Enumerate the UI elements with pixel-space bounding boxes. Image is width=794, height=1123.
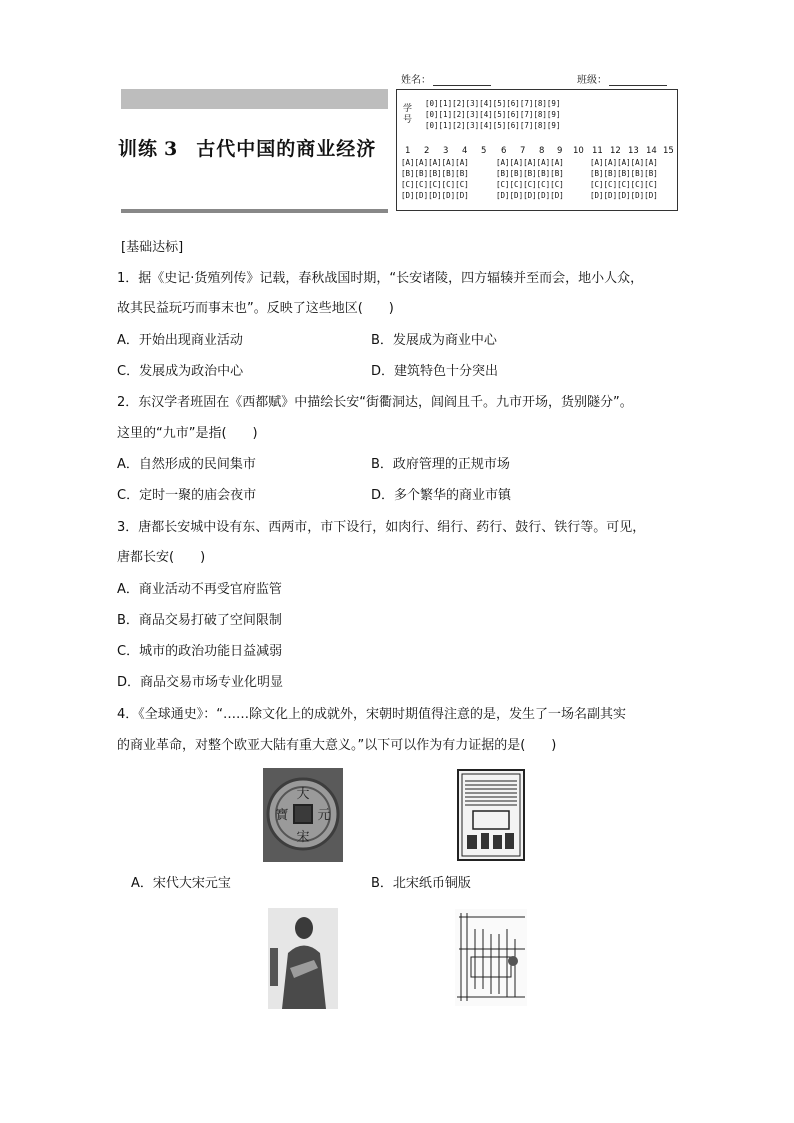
qnum: 11 (592, 146, 603, 156)
qnum: 9 (557, 146, 563, 156)
q4-option-a[interactable]: A．宋代大宋元宝 (131, 876, 231, 891)
question-2-line-1: 2．东汉学者班固在《西都赋》中描绘长安“街衢洞达，闾阎且千。九市开场，货别隧分”。 (117, 395, 633, 410)
q3-option-b[interactable]: B．商品交易打破了空间限制 (117, 613, 282, 628)
question-3-line-1: 3．唐都长安城中设有东、西两市，市下设行，如肉行、绢行、药行、鼓行、铁行等。可见， (117, 520, 646, 535)
answer-row-a-g2[interactable]: [A][A][A][A][A] (496, 158, 564, 167)
class-field[interactable] (577, 71, 667, 86)
coin-char-left: 寶 (275, 808, 289, 823)
q3-option-c[interactable]: C．城市的政治功能日益减弱 (117, 644, 283, 659)
figure-portrait-image (268, 908, 338, 1009)
answer-row-d-g3[interactable]: [D][D][D][D][D] (590, 191, 658, 200)
qnum: 13 (628, 146, 639, 156)
title-text: 古代中国的商业经济 (196, 138, 377, 160)
q2-option-a[interactable]: A．自然形成的民间集市 (117, 457, 256, 472)
loom-engraving-image (455, 909, 527, 1006)
qnum: 7 (520, 146, 526, 156)
student-id-row-2[interactable]: [0][1][2][3][4][5][6][7][8][9] (425, 110, 561, 119)
q4-option-b[interactable]: B．北宋纸币铜版 (371, 876, 471, 891)
student-id-row-3[interactable]: [0][1][2][3][4][5][6][7][8][9] (425, 121, 561, 130)
answer-row-d-g1[interactable]: [D][D][D][D][D] (401, 191, 469, 200)
student-id-label (403, 104, 413, 126)
answer-row-b-g2[interactable]: [B][B][B][B][B] (496, 169, 564, 178)
q3-option-a[interactable]: A．商业活动不再受官府监管 (117, 582, 282, 597)
question-3-line-2: 唐都长安( ) (117, 550, 206, 565)
coin-char-right: 元 (317, 808, 331, 823)
title-number: 3 (164, 138, 179, 160)
q2-option-d[interactable]: D．多个繁华的商业市镇 (371, 488, 512, 503)
question-2-line-2: 这里的“九市”是指( ) (117, 426, 258, 441)
xuehao-char-2: 号 (403, 115, 413, 125)
qnum: 2 (424, 146, 430, 156)
answer-sheet (396, 89, 678, 211)
qnum: 14 (646, 146, 657, 156)
section-label: [基础达标] (121, 240, 184, 255)
title-bottom-bar (121, 209, 388, 213)
answer-row-c-g3[interactable]: [C][C][C][C][C] (590, 180, 658, 189)
qnum: 3 (443, 146, 449, 156)
student-id-row-1[interactable]: [0][1][2][3][4][5][6][7][8][9] (425, 99, 561, 108)
question-4-line-1: 4．《全球通史》：“……除文化上的成就外，宋朝时期值得注意的是，发生了一场名副其实 (117, 707, 627, 722)
qnum: 4 (462, 146, 468, 156)
page-title (118, 134, 376, 161)
answer-row-c-g1[interactable]: [C][C][C][C][C] (401, 180, 469, 189)
name-blank[interactable] (433, 75, 491, 86)
answer-row-c-g2[interactable]: [C][C][C][C][C] (496, 180, 564, 189)
q2-option-c[interactable]: C．定时一聚的庙会夜市 (117, 488, 257, 503)
song-coin-image (263, 768, 343, 862)
q3-option-d[interactable]: D．商品交易市场专业化明显 (117, 675, 284, 690)
question-4-line-2: 的商业革命，对整个欧亚大陆有重大意义。”以下可以作为有力证据的是( ) (117, 738, 557, 753)
q1-option-a[interactable]: A．开始出现商业活动 (117, 333, 243, 348)
qnum: 15 (663, 146, 674, 156)
coin-char-bottom: 宋 (296, 830, 310, 845)
xuehao-char-1: 学 (403, 104, 413, 114)
answer-row-a-g1[interactable]: [A][A][A][A][A] (401, 158, 469, 167)
qnum: 6 (501, 146, 507, 156)
q1-option-c[interactable]: C．发展成为政治中心 (117, 364, 244, 379)
answer-row-a-g3[interactable]: [A][A][A][A][A] (590, 158, 658, 167)
q1-option-d[interactable]: D．建筑特色十分突出 (371, 364, 499, 379)
answer-row-b-g1[interactable]: [B][B][B][B][B] (401, 169, 469, 178)
coin-char-top: 大 (296, 787, 310, 802)
question-1-line-2: 故其民益玩巧而事末也”。反映了这些地区( ) (117, 301, 394, 316)
answer-row-b-g3[interactable]: [B][B][B][B][B] (590, 169, 658, 178)
qnum: 10 (573, 146, 584, 156)
qnum: 5 (481, 146, 487, 156)
name-label: 姓名： (401, 75, 431, 86)
title-prefix: 训练 (118, 138, 159, 160)
question-1-line-1: 1．据《史记·货殖列传》记载，春秋战国时期，“长安诸陵，四方辐辏并至而会，地小人众， (117, 271, 644, 286)
q1-option-b[interactable]: B．发展成为商业中心 (371, 333, 497, 348)
qnum: 8 (539, 146, 545, 156)
class-blank[interactable] (609, 75, 667, 86)
qnum: 1 (405, 146, 411, 156)
class-label: 班级： (577, 75, 607, 86)
song-banknote-plate-image (457, 769, 525, 861)
name-field[interactable] (401, 71, 491, 86)
answer-row-d-g2[interactable]: [D][D][D][D][D] (496, 191, 564, 200)
qnum: 12 (610, 146, 621, 156)
title-top-bar (121, 89, 388, 109)
q2-option-b[interactable]: B．政府管理的正规市场 (371, 457, 510, 472)
